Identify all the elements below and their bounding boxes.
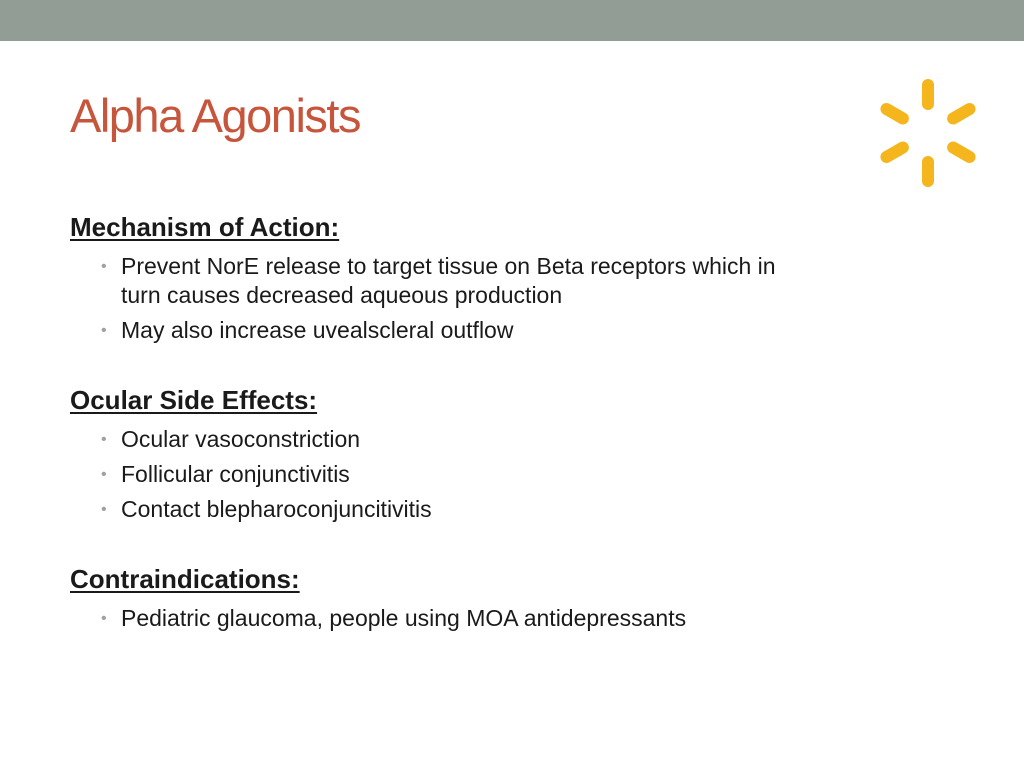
bullet-item [70,425,970,454]
spark-petal [922,79,934,110]
spark-logo-icon [874,79,982,189]
spark-petal [878,139,911,165]
bullet-text: Ocular vasoconstriction [121,426,361,452]
spark-petal [878,101,911,127]
bullet-item [70,495,970,524]
bullet-text: Pediatric glaucoma, people using MOA antidepressants [121,605,687,631]
section-contraindications [70,560,970,633]
bullet-text: Prevent NorE release to target tissue on Beta receptors which in turn causes decreased aqueous production [121,253,776,308]
bullet-icon: • [101,501,107,518]
bullet-icon: • [101,610,107,627]
bullet-item [70,460,970,489]
top-bar [0,0,1024,41]
bullet-icon: • [101,466,107,483]
bullet-list [70,604,970,633]
spark-petal [945,139,978,165]
bullet-icon: • [101,258,107,275]
bullet-icon: • [101,431,107,448]
slide-body [70,208,970,633]
bullet-list [70,252,970,345]
bullet-item [70,604,970,633]
section-heading: Contraindications: [70,564,300,594]
spark-petal [945,101,978,127]
bullet-text: May also increase uvealscleral outflow [121,317,514,343]
bullet-item [70,252,821,310]
section-side-effects [70,381,970,524]
slide-title: Alpha Agonists [70,89,360,142]
bullet-text: Contact blepharoconjuncitivitis [121,496,432,522]
spark-petal [922,156,934,187]
section-heading: Ocular Side Effects: [70,385,318,415]
bullet-list [70,425,970,524]
bullet-icon: • [101,322,107,339]
bullet-item [70,316,970,345]
bullet-text: Follicular conjunctivitis [121,461,350,487]
section-heading: Mechanism of Action: [70,212,340,242]
section-mechanism [70,208,970,345]
